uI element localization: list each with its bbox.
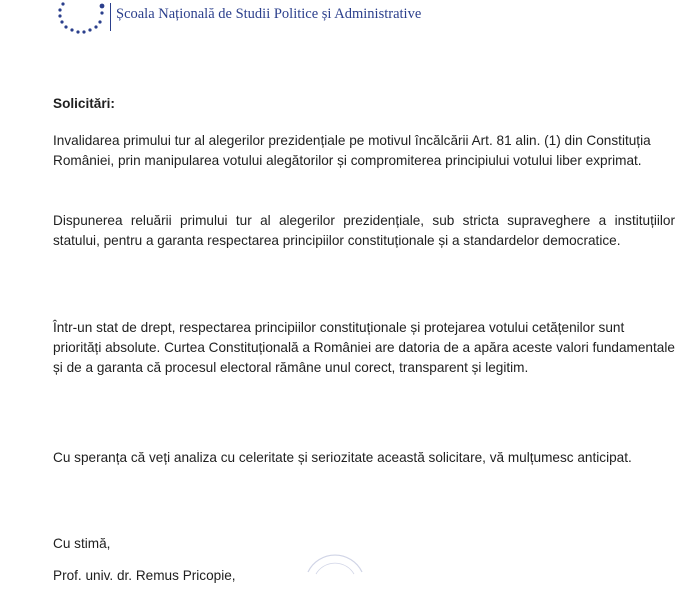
paragraph-rule-of-law: Într-un stat de drept, respectarea principiilor constituționale și protejarea votului cetățenilor sunt priorități absolute. Curtea Constituțională a României are datoria de a apăra aceste valori fundamentale și de a garanta că procesul electoral rămâne unul corect, transparent și legitim.	[53, 320, 675, 375]
logo-dots-icon	[56, 0, 108, 40]
requests-heading: Solicitări:	[53, 96, 115, 111]
closing-salutation: Cu stimă,	[53, 536, 111, 551]
paragraph-thanks: Cu speranța că veți analiza cu celeritate și seriozitate această solicitare, vă mulțumesc anticipat.	[53, 450, 632, 465]
paragraph-invalidation-request: Invalidarea primului tur al alegerilor prezidențiale pe motivul încălcării Art. 81 alin. (1) din Constituția României, prin manipularea votului alegătorilor și compromiterea principiului votului liber exprimat.	[53, 133, 651, 168]
paragraph-rerun-request: Dispunerea reluării primului tur al alegerilor prezidențiale, sub stricta supraveghere a instituțiilor statului, pentru a garanta respectarea principiilor constituționale și a standardelor democratice.	[53, 213, 675, 248]
organization-name: Școala Națională de Studii Politice și Administrative	[116, 6, 422, 22]
logo-divider	[110, 3, 111, 31]
signature: Prof. univ. dr. Remus Pricopie,	[53, 568, 236, 583]
